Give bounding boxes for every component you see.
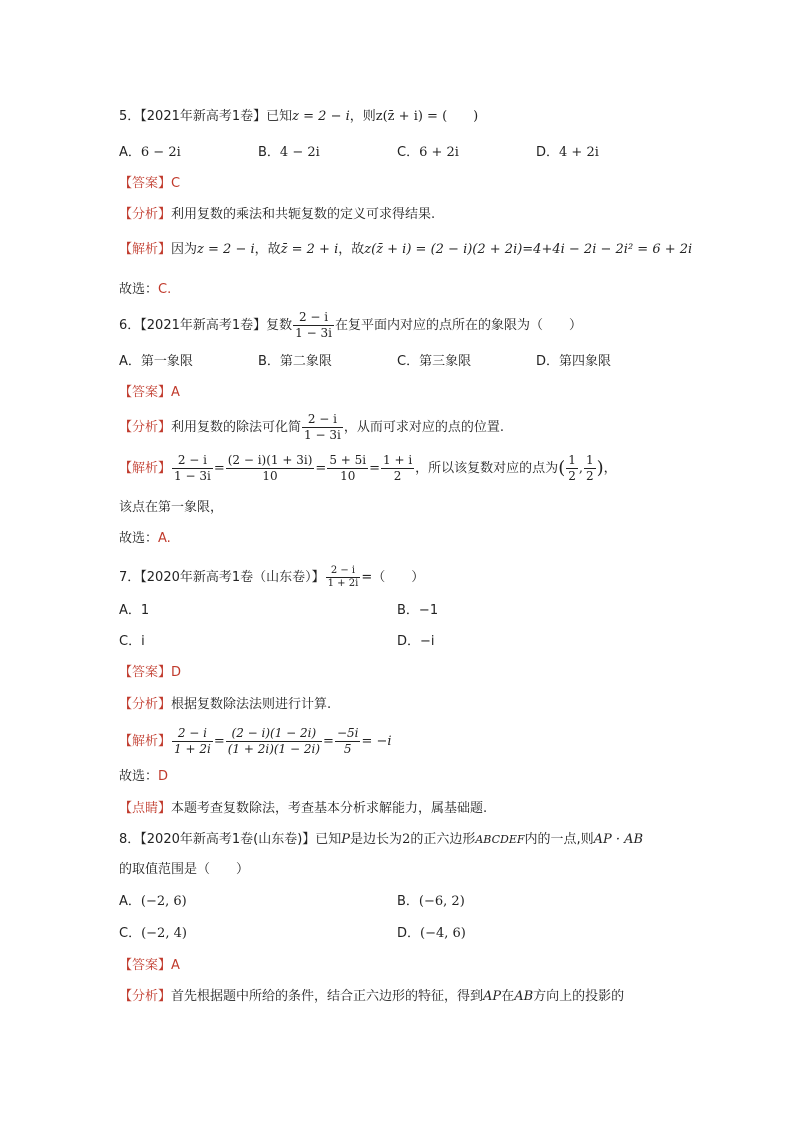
q7-analysis: 【分析】根据复数除法法则进行计算. [119, 697, 332, 712]
q5-option-c[interactable]: C．6 + 2i [397, 145, 459, 160]
q6-answer: 【答案】A [119, 385, 180, 400]
q7-answer: 【答案】D [119, 665, 182, 680]
q8-analysis: 【分析】首先根据题中所给的条件，结合正六边形的特征，得到AP在AB方向上的投影的 [119, 989, 625, 1004]
q6-line2: 该点在第一象限， [119, 500, 224, 515]
q7-stem: 7．【2020年新高考1卷（山东卷）】 $\frac{2 - i}{1 + 2i}$ =（ ） [119, 565, 425, 589]
q7-option-d[interactable]: D．−i [397, 634, 435, 649]
q5-option-d[interactable]: D．4 + 2i [536, 145, 599, 160]
q8-option-a[interactable]: A．(−2, 6) [119, 894, 187, 909]
q5-option-b[interactable]: B．4 − 2i [258, 145, 320, 160]
q6-option-a[interactable]: A．第一象限 [119, 354, 193, 369]
q6-stem: 6．【2021年新高考1卷】复数 $\frac{2 - i}{1 - 3i}$ 在复平面内对应的点所在的象限为（ ） [119, 310, 582, 340]
q6-choice: 故选：A. [119, 531, 171, 546]
q8-option-b[interactable]: B．(−6, 2) [397, 894, 465, 909]
q5-stem: 5．【2021年新高考1卷】已知z = 2 − i，则z(z̄ + i) = ( ) [119, 109, 479, 124]
q7-option-c[interactable]: C．i [119, 634, 145, 649]
fraction: $\frac{2 - i}{1 - 3i}$ [295, 310, 332, 340]
q6-option-c[interactable]: C．第三象限 [397, 354, 472, 369]
q7-choice: 故选：D [119, 769, 169, 784]
q5-option-a[interactable]: A．6 − 2i [119, 145, 181, 160]
q7-option-a[interactable]: A．1 [119, 603, 150, 618]
q8-answer: 【答案】A [119, 958, 180, 973]
q7-solution: 【解析】 $\frac{2 - i}{1 + 2i}$ = $\frac{(2 - i)(1 - 2i)}{(1 + 2i)(1 - 2i)}$ = $\frac{-5i}{5}$ = −i [119, 726, 392, 756]
q8-option-c[interactable]: C．(−2, 4) [119, 926, 187, 941]
q7-option-b[interactable]: B．−1 [397, 603, 439, 618]
question-number: 5． [119, 109, 141, 124]
q8-line2: 的取值范围是（ ） [119, 862, 250, 877]
q6-option-b[interactable]: B．第二象限 [258, 354, 332, 369]
q6-option-d[interactable]: D．第四象限 [536, 354, 612, 369]
q5-choice: 故选：C. [119, 282, 172, 297]
q6-solution: 【解析】 $\frac{2 - i}{1 - 3i}$ = $\frac{(2 - i)(1 + 3i)}{10}$ = $\frac{5 + 5i}{10}$ = $\frac{1 + i}{2}$ ，所以该复数对应的点为( $\frac{1}{2}$ , $\frac{1}{2}$ )， [119, 453, 617, 483]
q5-answer: 【答案】C [119, 176, 181, 191]
q8-option-d[interactable]: D．(−4, 6) [397, 926, 466, 941]
q5-analysis: 【分析】利用复数的乘法和共轭复数的定义可求得结果. [119, 207, 436, 222]
q5-solution: 【解析】因为z = 2 − i，故z̄ = 2 + i，故z(z̄ + i) = (2 − i)(2 + 2i)=4+4i − 2i − 2i² = 6 + 2i [119, 242, 693, 257]
source-tag: 【2021年新高考1卷】 [140, 109, 267, 124]
q8-stem: 8．【2020年新高考1卷(山东卷)】已知P是边长为2的正六边形ABCDEF内的一点,则AP · AB [119, 832, 644, 847]
q6-analysis: 【分析】利用复数的除法可化简 $\frac{2 - i}{1 - 3i}$ ，从而可求对应的点的位置. [119, 412, 504, 442]
q7-comment: 【点睛】本题考查复数除法，考查基本分析求解能力，属基础题. [119, 801, 488, 816]
